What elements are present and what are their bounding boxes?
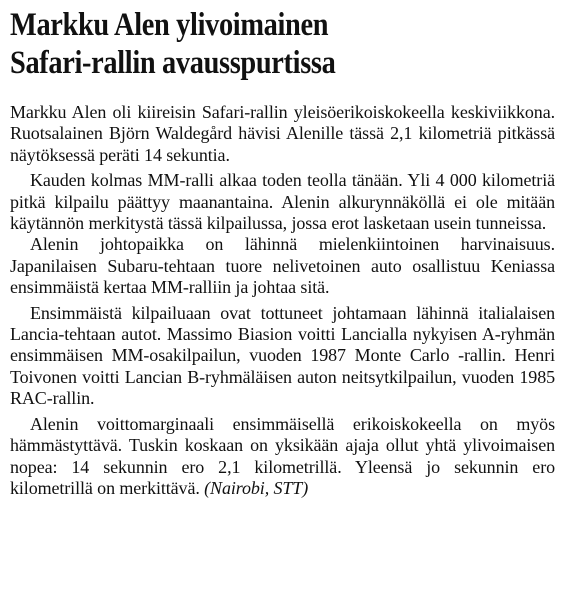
paragraph-1: Markku Alen oli kiireisin Safari-rallin yleisöerikoiskokeella keskiviikkona. Ruotsalainen Björn Waldegård hävisi Alenille tässä 2,1 kilometriä pitkässä näytöksessä peräti 14 sekuntia. [10, 102, 555, 165]
paragraph-5-text: Alenin voittomarginaali ensimmäisellä erikoiskokeella on myös hämmästyttävä. Tuskin koskaan on yksikään ajaja ollut yhtä ylivoimaisen nopea: 14 sekunnin ero 2,1 kilometrillä. Yleensä jo sekunnin ero kilometrillä on merkittävä. [10, 413, 555, 498]
news-article [10, 0, 555, 499]
headline-line-2: Safari-rallin avausspurtissa [10, 45, 336, 81]
article-headline [10, 6, 479, 82]
paragraph-5 [10, 414, 555, 500]
headline-line-1: Markku Alen ylivoimainen [10, 7, 329, 43]
paragraph-2: Kauden kolmas MM-ralli alkaa toden teolla tänään. Yli 4 000 kilometriä pitkä kilpailu päättyy maanantaina. Alenin alkurynnäköllä ei ole mitään käytännön merkitystä tässä kilpailussa, jossa erot lasketaan usein tunneissa. [10, 170, 555, 234]
article-byline: (Nairobi, STT) [204, 477, 309, 498]
article-body [10, 102, 555, 499]
paragraph-4: Ensimmäistä kilpailuaan ovat tottuneet johtamaan lähinnä italialaisen Lancia-tehtaan autot. Massimo Biasion voitti Lancialla nykyisen A-ryhmän ensimmäisen MM-osakilpailun, vuoden 1987 Monte Carlo -rallin. Henri Toivonen voitti Lancian B-ryhmäläisen auton neitsytkilpailun, vuoden 1985 RAC-rallin. [10, 302, 555, 409]
paragraph-3: Alenin johtopaikka on lähinnä mielenkiintoinen harvinaisuus. Japanilaisen Subaru-tehtaan tuore nelivetoinen auto osallistuu Keniassa ensimmäistä kertaa MM-ralliin ja johtaa sitä. [10, 234, 555, 298]
